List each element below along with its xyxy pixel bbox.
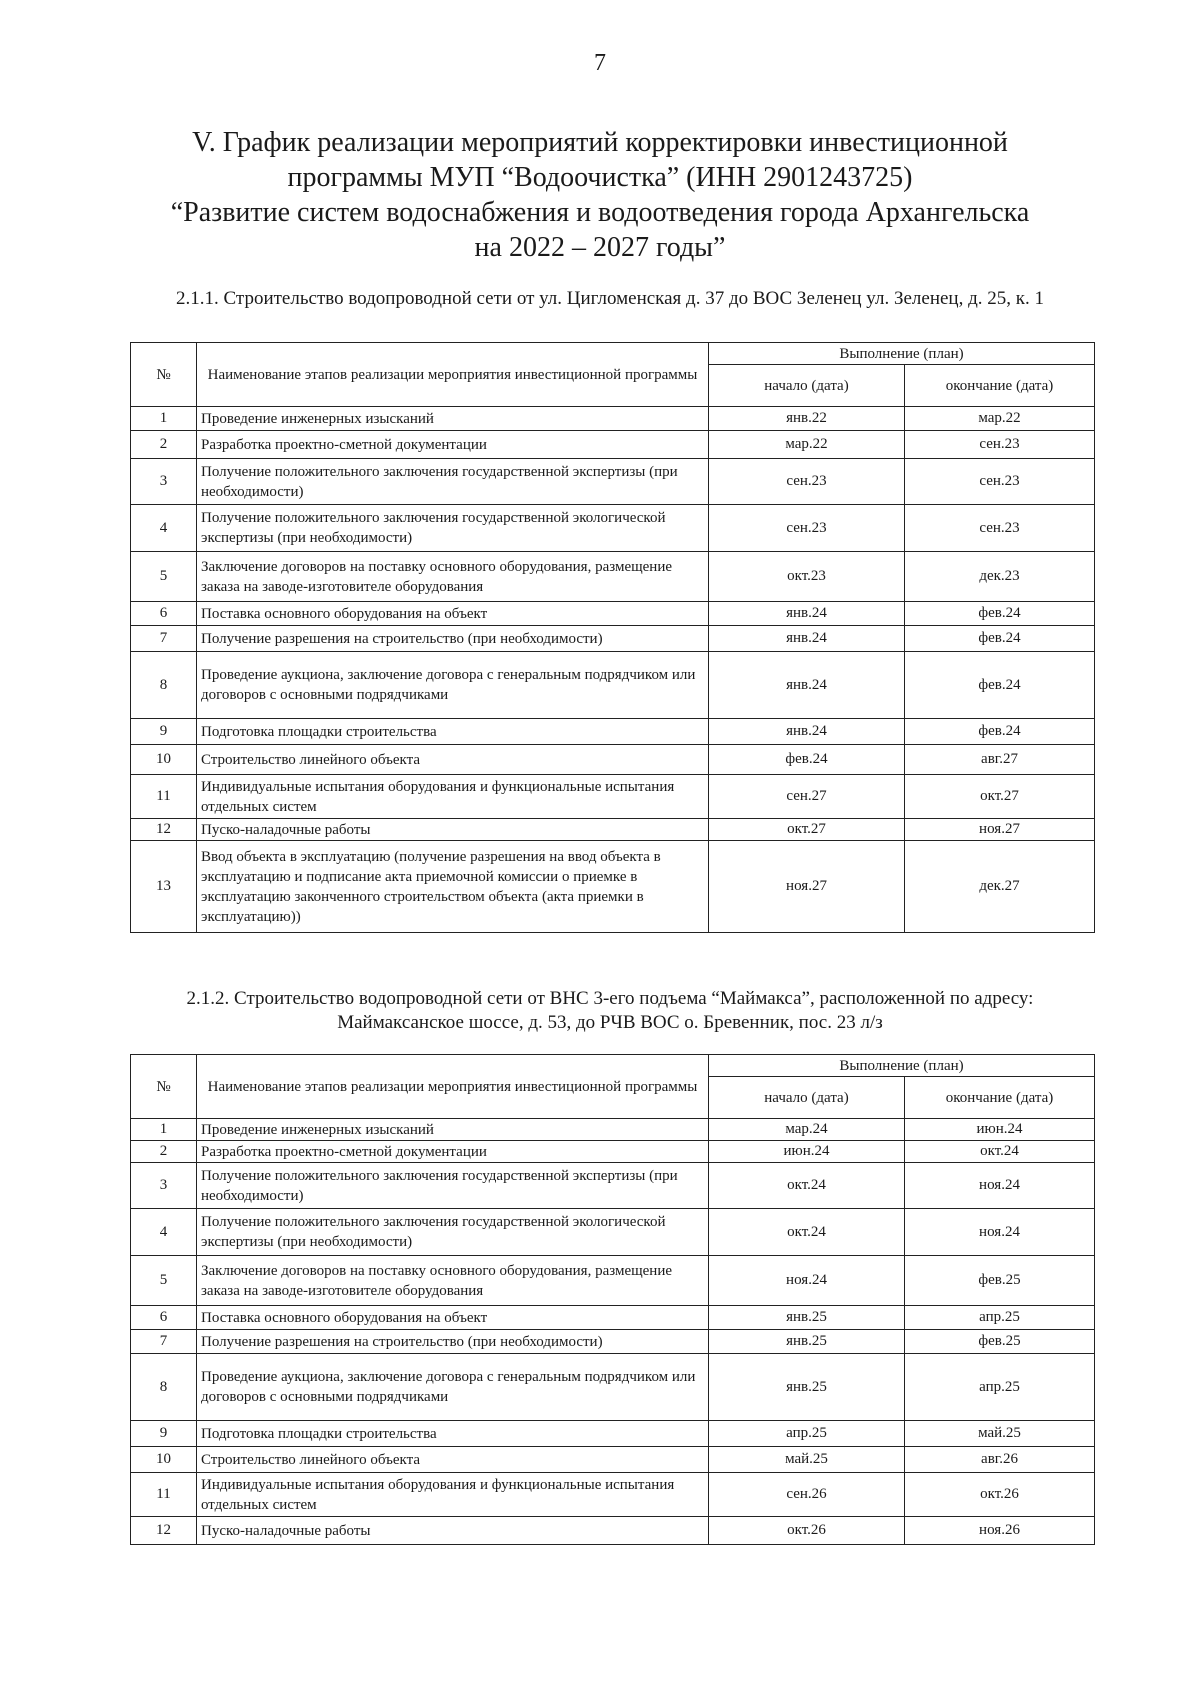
section-heading-line: 2.1.2. Строительство водопроводной сети от ВНС 3-его подъема “Маймакса”, расположенной по адресу: [186, 988, 1034, 1009]
row-num: 11 [131, 775, 197, 819]
row-start-date: янв.24 [709, 719, 905, 745]
row-stage-name: Проведение аукциона, заключение договора с генеральным подрядчиком или договоров с основными подрядчиками [197, 1354, 709, 1421]
row-num: 6 [131, 602, 197, 626]
row-end-date: фев.25 [905, 1330, 1095, 1354]
row-start-date: апр.25 [709, 1421, 905, 1447]
row-start-date: янв.24 [709, 626, 905, 652]
page-number: 7 [594, 50, 606, 76]
row-stage-name: Заключение договоров на поставку основного оборудования, размещение заказа на заводе-изготовителе оборудования [197, 1256, 709, 1306]
header-execution-plan: Выполнение (план) [709, 343, 1095, 365]
row-start-date: янв.25 [709, 1306, 905, 1330]
row-stage-name: Подготовка площадки строительства [197, 1421, 709, 1447]
row-num: 9 [131, 719, 197, 745]
row-start-date: июн.24 [709, 1141, 905, 1163]
row-stage-name: Строительство линейного объекта [197, 745, 709, 775]
row-stage-name: Разработка проектно-сметной документации [197, 431, 709, 459]
row-num: 5 [131, 552, 197, 602]
row-stage-name: Строительство линейного объекта [197, 1447, 709, 1473]
row-stage-name: Пуско-наладочные работы [197, 1517, 709, 1545]
row-end-date: ноя.27 [905, 819, 1095, 841]
row-end-date: авг.26 [905, 1447, 1095, 1473]
row-num: 2 [131, 431, 197, 459]
row-start-date: ноя.27 [709, 841, 905, 933]
row-num: 8 [131, 1354, 197, 1421]
row-end-date: авг.27 [905, 745, 1095, 775]
row-stage-name: Разработка проектно-сметной документации [197, 1141, 709, 1163]
section-heading-2-1-2 [130, 987, 1090, 1035]
row-start-date: ноя.24 [709, 1256, 905, 1306]
row-end-date: сен.23 [905, 505, 1095, 552]
row-num: 12 [131, 819, 197, 841]
row-stage-name: Получение разрешения на строительство (при необходимости) [197, 626, 709, 652]
row-num: 9 [131, 1421, 197, 1447]
row-stage-name: Проведение инженерных изысканий [197, 1119, 709, 1141]
row-end-date: фев.24 [905, 719, 1095, 745]
row-num: 1 [131, 1119, 197, 1141]
row-start-date: сен.23 [709, 459, 905, 505]
row-end-date: дек.23 [905, 552, 1095, 602]
row-end-date: фев.24 [905, 626, 1095, 652]
row-stage-name: Проведение инженерных изысканий [197, 407, 709, 431]
row-end-date: апр.25 [905, 1354, 1095, 1421]
row-end-date: ноя.24 [905, 1209, 1095, 1256]
row-num: 7 [131, 626, 197, 652]
row-start-date: мар.24 [709, 1119, 905, 1141]
row-num: 8 [131, 652, 197, 719]
row-num: 10 [131, 1447, 197, 1473]
row-stage-name: Получение разрешения на строительство (при необходимости) [197, 1330, 709, 1354]
row-start-date: фев.24 [709, 745, 905, 775]
row-stage-name: Проведение аукциона, заключение договора с генеральным подрядчиком или договоров с основными подрядчиками [197, 652, 709, 719]
row-num: 3 [131, 459, 197, 505]
row-end-date: мар.22 [905, 407, 1095, 431]
row-num: 4 [131, 1209, 197, 1256]
row-end-date: фев.25 [905, 1256, 1095, 1306]
row-num: 1 [131, 407, 197, 431]
row-stage-name: Получение положительного заключения государственной экспертизы (при необходимости) [197, 1163, 709, 1209]
row-stage-name: Поставка основного оборудования на объект [197, 602, 709, 626]
section-heading-2-1-1 [130, 287, 1090, 311]
row-start-date: сен.26 [709, 1473, 905, 1517]
row-num: 7 [131, 1330, 197, 1354]
row-num: 12 [131, 1517, 197, 1545]
header-execution-plan: Выполнение (план) [709, 1055, 1095, 1077]
row-end-date: окт.27 [905, 775, 1095, 819]
row-stage-name: Пуско-наладочные работы [197, 819, 709, 841]
row-start-date: янв.22 [709, 407, 905, 431]
title-line: программы МУП “Водоочистка” (ИНН 2901243725) [287, 162, 913, 193]
row-start-date: май.25 [709, 1447, 905, 1473]
row-start-date: сен.27 [709, 775, 905, 819]
row-stage-name: Заключение договоров на поставку основного оборудования, размещение заказа на заводе-изготовителе оборудования [197, 552, 709, 602]
row-start-date: янв.25 [709, 1330, 905, 1354]
header-stage-name: Наименование этапов реализации мероприятия инвестиционной программы [197, 343, 709, 407]
row-start-date: окт.24 [709, 1163, 905, 1209]
header-start-date: начало (дата) [709, 365, 905, 407]
title-line: на 2022 – 2027 годы” [474, 232, 726, 263]
row-end-date: фев.24 [905, 652, 1095, 719]
title-line: V. График реализации мероприятий корректировки инвестиционной [192, 127, 1008, 158]
row-start-date: сен.23 [709, 505, 905, 552]
row-end-date: окт.26 [905, 1473, 1095, 1517]
row-start-date: окт.27 [709, 819, 905, 841]
header-end-date: окончание (дата) [905, 365, 1095, 407]
row-end-date: ноя.24 [905, 1163, 1095, 1209]
section-heading-line: Маймаксанское шоссе, д. 53, до РЧВ ВОС о. Бревенник, пос. 23 л/з [337, 1012, 883, 1033]
header-num: № [131, 1055, 197, 1119]
row-end-date: фев.24 [905, 602, 1095, 626]
row-stage-name: Индивидуальные испытания оборудования и функциональные испытания отдельных систем [197, 775, 709, 819]
row-num: 13 [131, 841, 197, 933]
section-heading-line: 2.1.1. Строительство водопроводной сети от ул. Цигломенская д. 37 до ВОС Зеленец ул. Зеленец, д. 25, к. 1 [176, 288, 1044, 309]
row-start-date: окт.23 [709, 552, 905, 602]
row-num: 5 [131, 1256, 197, 1306]
header-stage-name: Наименование этапов реализации мероприятия инвестиционной программы [197, 1055, 709, 1119]
row-end-date: сен.23 [905, 459, 1095, 505]
row-end-date: дек.27 [905, 841, 1095, 933]
row-stage-name: Ввод объекта в эксплуатацию (получение разрешения на ввод объекта в эксплуатацию и подписание акта приемочной комиссии о приемке в эксплуатацию законченного строительством объекта (акта приемки в эксплуатацию)) [197, 841, 709, 933]
row-start-date: окт.24 [709, 1209, 905, 1256]
row-start-date: мар.22 [709, 431, 905, 459]
row-num: 6 [131, 1306, 197, 1330]
row-end-date: май.25 [905, 1421, 1095, 1447]
row-start-date: янв.24 [709, 652, 905, 719]
row-start-date: окт.26 [709, 1517, 905, 1545]
row-stage-name: Получение положительного заключения государственной экологической экспертизы (при необходимости) [197, 505, 709, 552]
row-stage-name: Получение положительного заключения государственной экологической экспертизы (при необходимости) [197, 1209, 709, 1256]
row-stage-name: Подготовка площадки строительства [197, 719, 709, 745]
row-start-date: янв.24 [709, 602, 905, 626]
header-start-date: начало (дата) [709, 1077, 905, 1119]
row-num: 2 [131, 1141, 197, 1163]
schedule-table-2-1-1 [130, 342, 1095, 933]
header-num: № [131, 343, 197, 407]
row-stage-name: Получение положительного заключения государственной экспертизы (при необходимости) [197, 459, 709, 505]
row-end-date: окт.24 [905, 1141, 1095, 1163]
schedule-table-2-1-2 [130, 1054, 1095, 1545]
row-end-date: сен.23 [905, 431, 1095, 459]
row-end-date: апр.25 [905, 1306, 1095, 1330]
document-title [130, 125, 1070, 265]
header-end-date: окончание (дата) [905, 1077, 1095, 1119]
row-start-date: янв.25 [709, 1354, 905, 1421]
row-num: 3 [131, 1163, 197, 1209]
row-stage-name: Индивидуальные испытания оборудования и функциональные испытания отдельных систем [197, 1473, 709, 1517]
row-num: 10 [131, 745, 197, 775]
row-num: 4 [131, 505, 197, 552]
row-end-date: ноя.26 [905, 1517, 1095, 1545]
title-line: “Развитие систем водоснабжения и водоотведения города Архангельска [170, 197, 1030, 228]
row-end-date: июн.24 [905, 1119, 1095, 1141]
row-stage-name: Поставка основного оборудования на объект [197, 1306, 709, 1330]
row-num: 11 [131, 1473, 197, 1517]
